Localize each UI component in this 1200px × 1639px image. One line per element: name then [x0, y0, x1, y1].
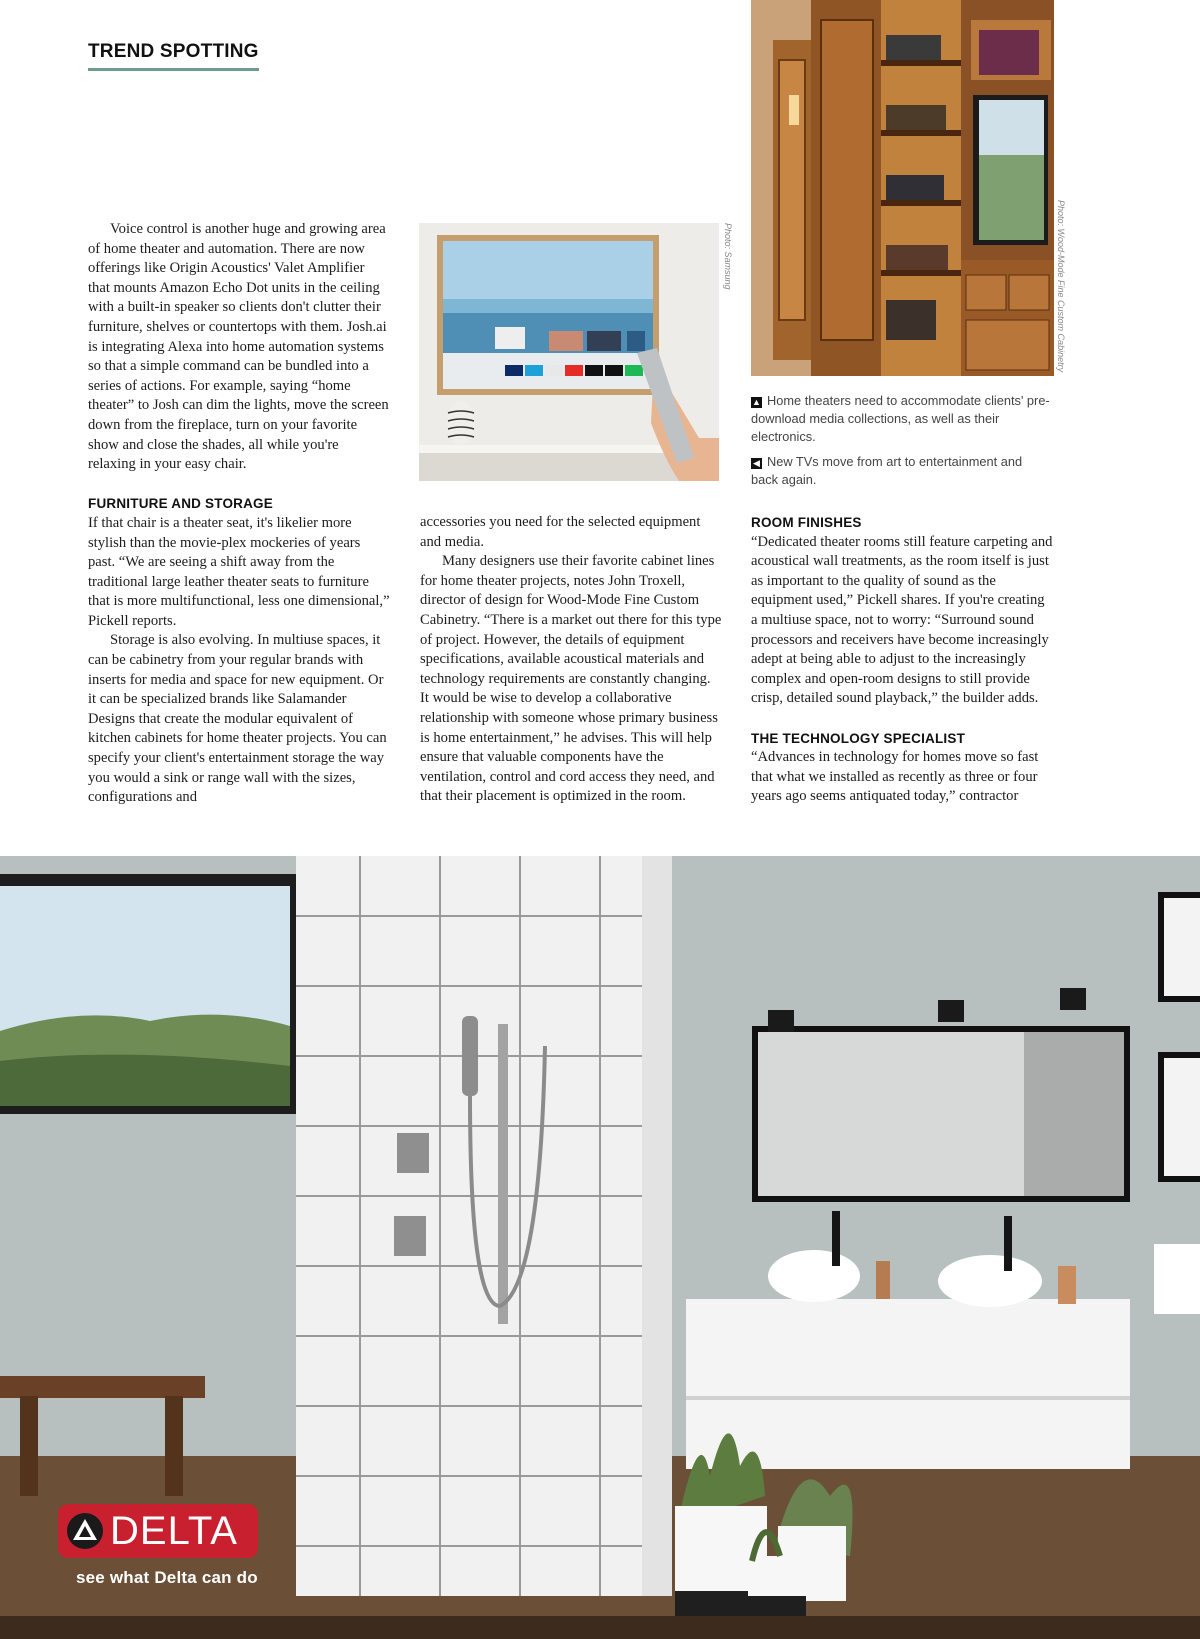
technology-specialist-heading: THE TECHNOLOGY SPECIALIST: [751, 730, 966, 746]
article-column-2: [420, 513, 722, 807]
paragraph: If that chair is a theater seat, it's likelier more stylish than the movie-plex mockeries of years past. “We are seeing a shift away from the traditional large leather theater seats to furniture that is more multifunctional, less one dimensional,” Pickell reports.: [88, 514, 390, 629]
tv-illustration: [419, 223, 719, 481]
arrow-up-icon: ▲: [752, 397, 761, 407]
room-finishes-heading: ROOM FINISHES: [751, 515, 862, 530]
paragraph: Storage is also evolving. In multiuse spaces, it can be cabinetry from your regular brands with inserts for media and space for new equipment. Or it can be specialized brands like Salamander Designs that create the modular equivalent of kitchen cabinets for home theater projects. You can specify your client's entertainment storage the way you would a sink or range wall with the sizes, configurations and: [88, 632, 387, 806]
tv-photo: [419, 223, 719, 481]
delta-triangle-icon: [67, 1513, 103, 1549]
cabinet-illustration: [751, 0, 1054, 376]
tv-photo-credit: Photo: Samsung: [723, 223, 733, 290]
article-column-3: [751, 513, 1053, 807]
paragraph: “Advances in technology for homes move so fast that what we installed as recently as three or four years ago seems antiquated today,” contractor: [751, 749, 1039, 805]
caption-tv-text: New TVs move from art to entertainment and back again.: [751, 454, 1023, 487]
delta-tagline: see what Delta can do: [76, 1568, 258, 1587]
section-title: TREND SPOTTING: [88, 40, 259, 71]
caption-tv: [751, 453, 1051, 489]
paragraph: Many designers use their favorite cabinet lines for home theater projects, notes John Troxell, director of design for Wood-Mode Fine Custom Cabinetry. “There is a market out there for this type of project. However, the details of equipment specifications, available acoustical materials and technology requirements are constantly changing. It would be wise to develop a collaborative relationship with someone whose primary business is home entertainment,” he advises. This will help ensure that valuable components have the ventilation, control and cord access they need, and that their placement is optimized in the room.: [420, 553, 722, 805]
delta-wordmark: DELTA: [110, 1509, 238, 1553]
delta-logo: [58, 1504, 258, 1558]
caption-cabinet-text: Home theaters need to accommodate clients' pre-download media collections, as well as their electronics.: [751, 393, 1050, 444]
caption-cabinet: [751, 392, 1051, 445]
paragraph: Voice control is another huge and growing area of home theater and automation. There are now offerings like Origin Acoustics' Valet Amplifier that mounts Amazon Echo Dot units in the ceiling with a built-in speaker so clients don't clutter their furniture, shelves or countertops with them. Josh.ai is integrating Alexa into home automation systems so that a simple command can be bundled into a series of actions. For example, saying “home theater” to Josh can dim the lights, move the screen down from the fireplace, turn on your favorite show and close the shades, all while you're relaxing in your easy chair.: [88, 221, 389, 473]
arrow-left-icon: ◀: [751, 458, 762, 469]
furniture-heading: FURNITURE AND STORAGE: [88, 496, 273, 512]
article-column-1: [88, 220, 390, 808]
paragraph: “Dedicated theater rooms still feature carpeting and acoustical wall treatments, as the room itself is just as important to the quality of sound as the equipment used,” Pickell shares. If you're creating a multiuse space, not to worry: “Surround sound processors and receivers have become increasingly adept at being able to adjust to the increasingly complex and open-room designs to still provide crisp, detailed sound playback,” the builder adds.: [751, 533, 1053, 707]
delta-advertisement[interactable]: [0, 856, 1200, 1639]
cabinet-photo: [751, 0, 1054, 376]
cabinet-photo-credit: Photo: Wood-Mode Fine Custom Cabinetry: [1056, 200, 1066, 373]
paragraph: accessories you need for the selected equipment and media.: [420, 514, 701, 550]
